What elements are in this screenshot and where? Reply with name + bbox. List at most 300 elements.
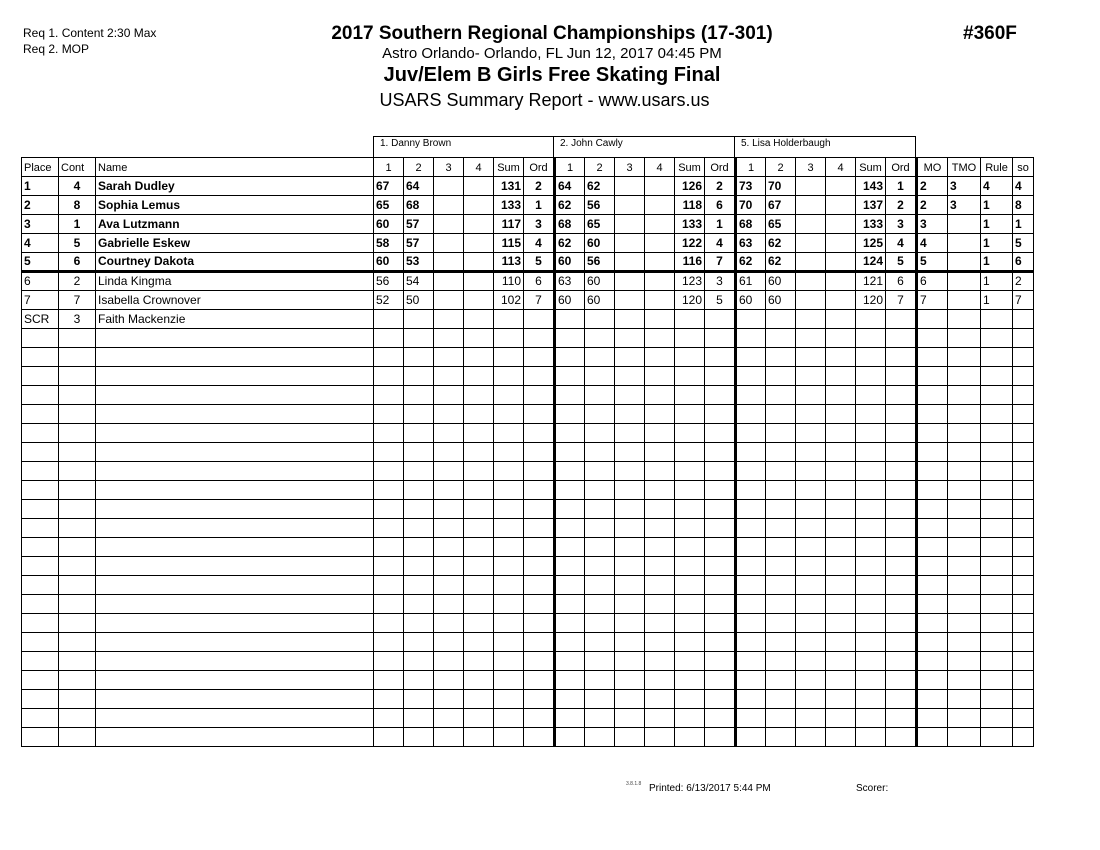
empty-cell (555, 481, 585, 500)
empty-cell (826, 443, 856, 462)
table-row (22, 253, 1034, 272)
table-cell: 123 (675, 272, 705, 291)
empty-cell (555, 633, 585, 652)
table-cell: 57 (404, 215, 434, 234)
empty-cell (615, 405, 645, 424)
table-cell: 3 (917, 215, 948, 234)
table-cell (948, 310, 981, 329)
empty-cell (948, 652, 981, 671)
empty-cell (856, 367, 886, 386)
empty-cell (948, 500, 981, 519)
table-cell: 4 (524, 234, 555, 253)
judge-3-header: 5. Lisa Holderbaugh (734, 136, 916, 157)
empty-cell (766, 633, 796, 652)
empty-cell (675, 519, 705, 538)
table-cell: 5 (917, 253, 948, 272)
empty-cell (434, 595, 464, 614)
table-cell (826, 196, 856, 215)
empty-cell (96, 614, 374, 633)
empty-cell (886, 728, 917, 747)
empty-cell (826, 671, 856, 690)
empty-cell (886, 405, 917, 424)
empty-cell (22, 576, 59, 595)
empty-cell (796, 614, 826, 633)
empty-cell (555, 595, 585, 614)
empty-cell (736, 405, 766, 424)
empty-cell (826, 481, 856, 500)
empty-cell (22, 367, 59, 386)
empty-cell (856, 633, 886, 652)
empty-cell (826, 728, 856, 747)
column-header: TMO (948, 158, 981, 177)
empty-cell (524, 386, 555, 405)
table-cell: 62 (585, 177, 615, 196)
table-cell: 67 (766, 196, 796, 215)
empty-cell (856, 709, 886, 728)
empty-cell (948, 671, 981, 690)
empty-cell (22, 386, 59, 405)
empty-cell (59, 329, 96, 348)
table-cell: 2 (917, 196, 948, 215)
empty-cell (96, 576, 374, 595)
empty-cell (434, 671, 464, 690)
empty-cell (645, 329, 675, 348)
empty-cell (494, 405, 524, 424)
column-header: Ord (886, 158, 917, 177)
table-cell: Ava Lutzmann (96, 215, 374, 234)
empty-cell (434, 519, 464, 538)
empty-row (22, 348, 1034, 367)
empty-cell (464, 690, 494, 709)
empty-cell (856, 728, 886, 747)
empty-row (22, 690, 1034, 709)
empty-cell (856, 481, 886, 500)
empty-cell (404, 671, 434, 690)
empty-cell (22, 709, 59, 728)
empty-cell (374, 405, 404, 424)
table-cell: 1 (981, 234, 1013, 253)
empty-cell (494, 443, 524, 462)
empty-cell (826, 633, 856, 652)
column-header: Place (22, 158, 59, 177)
table-cell (1013, 310, 1034, 329)
empty-cell (374, 481, 404, 500)
column-header: 1 (374, 158, 404, 177)
empty-cell (494, 557, 524, 576)
empty-cell (856, 595, 886, 614)
empty-cell (585, 728, 615, 747)
table-cell: 102 (494, 291, 524, 310)
empty-cell (494, 576, 524, 595)
empty-cell (766, 424, 796, 443)
empty-cell (404, 424, 434, 443)
empty-cell (736, 481, 766, 500)
empty-cell (981, 367, 1013, 386)
empty-cell (1013, 671, 1034, 690)
empty-row (22, 538, 1034, 557)
table-cell (645, 215, 675, 234)
column-header: 3 (434, 158, 464, 177)
empty-cell (585, 557, 615, 576)
empty-cell (464, 671, 494, 690)
table-cell: 2 (917, 177, 948, 196)
empty-cell (705, 481, 736, 500)
table-cell (645, 272, 675, 291)
empty-cell (886, 329, 917, 348)
empty-cell (645, 671, 675, 690)
empty-cell (524, 367, 555, 386)
empty-cell (675, 652, 705, 671)
table-cell (645, 177, 675, 196)
table-cell: 6 (59, 253, 96, 272)
table-cell (826, 253, 856, 272)
empty-cell (948, 348, 981, 367)
empty-cell (796, 424, 826, 443)
table-cell: 121 (856, 272, 886, 291)
empty-cell (434, 500, 464, 519)
table-cell: 62 (555, 196, 585, 215)
empty-cell (1013, 443, 1034, 462)
empty-cell (917, 424, 948, 443)
empty-cell (796, 462, 826, 481)
empty-cell (494, 367, 524, 386)
empty-cell (555, 576, 585, 595)
empty-cell (856, 538, 886, 557)
empty-cell (404, 462, 434, 481)
empty-cell (917, 728, 948, 747)
empty-cell (675, 538, 705, 557)
table-cell (524, 310, 555, 329)
table-cell (796, 272, 826, 291)
column-header: 3 (615, 158, 645, 177)
table-cell (464, 196, 494, 215)
empty-cell (22, 633, 59, 652)
empty-cell (675, 329, 705, 348)
empty-cell (96, 519, 374, 538)
empty-cell (675, 671, 705, 690)
empty-cell (374, 462, 404, 481)
empty-cell (856, 443, 886, 462)
empty-cell (675, 500, 705, 519)
empty-cell (96, 424, 374, 443)
table-cell: 70 (766, 177, 796, 196)
table-cell: 133 (494, 196, 524, 215)
empty-cell (948, 557, 981, 576)
empty-cell (434, 424, 464, 443)
empty-cell (796, 728, 826, 747)
empty-row (22, 614, 1034, 633)
table-cell (555, 310, 585, 329)
empty-cell (615, 671, 645, 690)
empty-cell (948, 614, 981, 633)
table-cell: 1 (981, 272, 1013, 291)
empty-cell (948, 462, 981, 481)
table-cell: 56 (374, 272, 404, 291)
empty-row (22, 633, 1034, 652)
empty-cell (1013, 348, 1034, 367)
table-cell: 1 (524, 196, 555, 215)
empty-cell (948, 519, 981, 538)
empty-cell (856, 424, 886, 443)
table-cell: 4 (705, 234, 736, 253)
empty-cell (434, 576, 464, 595)
empty-cell (1013, 633, 1034, 652)
results-table (21, 157, 1034, 747)
empty-cell (555, 728, 585, 747)
empty-cell (404, 405, 434, 424)
empty-cell (374, 329, 404, 348)
empty-cell (494, 424, 524, 443)
table-cell: 6 (22, 272, 59, 291)
empty-cell (1013, 595, 1034, 614)
empty-cell (675, 481, 705, 500)
empty-cell (917, 538, 948, 557)
empty-cell (59, 481, 96, 500)
empty-cell (464, 462, 494, 481)
empty-cell (434, 633, 464, 652)
table-cell (886, 310, 917, 329)
empty-cell (464, 633, 494, 652)
empty-cell (736, 557, 766, 576)
empty-cell (22, 500, 59, 519)
empty-cell (524, 348, 555, 367)
empty-cell (675, 348, 705, 367)
table-cell: 56 (585, 196, 615, 215)
empty-cell (96, 443, 374, 462)
empty-cell (766, 500, 796, 519)
table-cell: 65 (585, 215, 615, 234)
empty-row (22, 367, 1034, 386)
empty-cell (615, 633, 645, 652)
empty-cell (524, 709, 555, 728)
empty-cell (374, 728, 404, 747)
empty-cell (1013, 576, 1034, 595)
table-cell (796, 234, 826, 253)
empty-row (22, 424, 1034, 443)
empty-cell (434, 652, 464, 671)
requirement-1: Req 1. Content 2:30 Max (23, 26, 157, 40)
empty-cell (705, 443, 736, 462)
empty-cell (615, 519, 645, 538)
empty-cell (585, 614, 615, 633)
empty-cell (705, 386, 736, 405)
empty-cell (615, 709, 645, 728)
empty-cell (766, 519, 796, 538)
table-cell: 5 (524, 253, 555, 272)
empty-cell (585, 329, 615, 348)
empty-cell (856, 405, 886, 424)
column-header: Sum (856, 158, 886, 177)
empty-cell (917, 652, 948, 671)
empty-cell (585, 386, 615, 405)
empty-cell (1013, 652, 1034, 671)
empty-cell (981, 709, 1013, 728)
empty-cell (615, 443, 645, 462)
table-cell (826, 215, 856, 234)
table-cell (917, 310, 948, 329)
table-cell: 113 (494, 253, 524, 272)
empty-cell (705, 671, 736, 690)
empty-cell (705, 519, 736, 538)
scorer-label: Scorer: (856, 783, 889, 794)
table-cell: 61 (736, 272, 766, 291)
empty-cell (59, 386, 96, 405)
empty-cell (615, 348, 645, 367)
empty-cell (766, 405, 796, 424)
empty-cell (59, 557, 96, 576)
column-header: Cont (59, 158, 96, 177)
empty-cell (585, 671, 615, 690)
table-cell: 4 (59, 177, 96, 196)
empty-cell (22, 595, 59, 614)
empty-cell (766, 595, 796, 614)
empty-cell (96, 690, 374, 709)
empty-cell (96, 481, 374, 500)
empty-cell (464, 481, 494, 500)
empty-cell (826, 405, 856, 424)
table-cell: 2 (59, 272, 96, 291)
table-cell (796, 253, 826, 272)
empty-cell (981, 386, 1013, 405)
empty-cell (766, 709, 796, 728)
empty-cell (374, 576, 404, 595)
empty-cell (917, 671, 948, 690)
table-cell (434, 253, 464, 272)
table-cell: 4 (981, 177, 1013, 196)
empty-cell (917, 709, 948, 728)
table-cell (404, 310, 434, 329)
empty-cell (585, 595, 615, 614)
empty-cell (917, 367, 948, 386)
empty-cell (856, 576, 886, 595)
empty-row (22, 671, 1034, 690)
empty-cell (736, 424, 766, 443)
empty-cell (59, 614, 96, 633)
empty-cell (524, 405, 555, 424)
empty-cell (1013, 538, 1034, 557)
empty-cell (615, 462, 645, 481)
empty-cell (886, 652, 917, 671)
empty-cell (555, 367, 585, 386)
empty-cell (675, 386, 705, 405)
table-cell: Sarah Dudley (96, 177, 374, 196)
empty-cell (494, 709, 524, 728)
table-cell: 68 (736, 215, 766, 234)
table-cell (796, 196, 826, 215)
empty-cell (524, 538, 555, 557)
empty-cell (705, 348, 736, 367)
table-cell (645, 291, 675, 310)
empty-cell (555, 424, 585, 443)
empty-cell (981, 652, 1013, 671)
table-cell (948, 291, 981, 310)
empty-cell (948, 367, 981, 386)
judge-1-header: 1. Danny Brown (373, 136, 554, 157)
empty-cell (826, 462, 856, 481)
empty-cell (736, 462, 766, 481)
table-cell (948, 215, 981, 234)
table-cell (826, 291, 856, 310)
empty-cell (826, 538, 856, 557)
empty-cell (404, 557, 434, 576)
empty-cell (705, 424, 736, 443)
empty-cell (981, 424, 1013, 443)
table-cell: 1 (981, 196, 1013, 215)
table-cell: 54 (404, 272, 434, 291)
empty-cell (585, 690, 615, 709)
table-cell: 67 (374, 177, 404, 196)
table-cell: 60 (585, 291, 615, 310)
empty-cell (1013, 519, 1034, 538)
empty-cell (766, 348, 796, 367)
empty-cell (645, 424, 675, 443)
table-cell: 5 (886, 253, 917, 272)
empty-cell (645, 481, 675, 500)
empty-row (22, 576, 1034, 595)
table-cell: 60 (736, 291, 766, 310)
empty-cell (404, 329, 434, 348)
empty-cell (736, 386, 766, 405)
empty-cell (615, 595, 645, 614)
table-cell (464, 272, 494, 291)
empty-cell (917, 462, 948, 481)
empty-cell (59, 519, 96, 538)
table-cell (434, 234, 464, 253)
column-header: Rule (981, 158, 1013, 177)
table-cell: 7 (524, 291, 555, 310)
empty-cell (374, 690, 404, 709)
table-cell: 73 (736, 177, 766, 196)
column-header: Ord (524, 158, 555, 177)
table-cell (796, 310, 826, 329)
table-cell (615, 253, 645, 272)
empty-cell (796, 443, 826, 462)
column-header: 4 (464, 158, 494, 177)
empty-cell (856, 652, 886, 671)
empty-row (22, 557, 1034, 576)
table-row (22, 177, 1034, 196)
empty-cell (374, 538, 404, 557)
empty-cell (404, 500, 434, 519)
empty-cell (705, 538, 736, 557)
empty-cell (705, 462, 736, 481)
table-cell: 1 (22, 177, 59, 196)
table-cell: 133 (856, 215, 886, 234)
empty-cell (886, 367, 917, 386)
empty-cell (766, 538, 796, 557)
empty-cell (434, 481, 464, 500)
table-cell (615, 215, 645, 234)
event-number: #360F (963, 23, 1017, 44)
empty-cell (645, 386, 675, 405)
table-cell: 117 (494, 215, 524, 234)
empty-cell (796, 367, 826, 386)
table-cell (826, 234, 856, 253)
empty-cell (464, 405, 494, 424)
empty-cell (434, 348, 464, 367)
column-header: Ord (705, 158, 736, 177)
table-cell: 52 (374, 291, 404, 310)
empty-cell (1013, 386, 1034, 405)
table-cell (948, 253, 981, 272)
table-cell (434, 310, 464, 329)
empty-cell (615, 538, 645, 557)
empty-cell (22, 329, 59, 348)
empty-cell (981, 405, 1013, 424)
empty-cell (675, 690, 705, 709)
table-cell (675, 310, 705, 329)
empty-cell (585, 462, 615, 481)
